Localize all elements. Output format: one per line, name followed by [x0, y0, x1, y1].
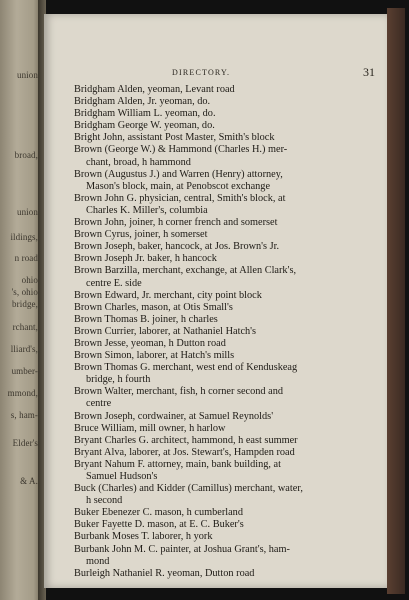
- entry-line: Brown Cyrus, joiner, h somerset: [74, 229, 208, 241]
- directory-entry: [74, 229, 334, 241]
- facing-page-fragment: union: [16, 207, 38, 217]
- facing-page-fragment: 's, ohio: [11, 287, 38, 297]
- directory-entry: [74, 568, 334, 580]
- directory-entry: [74, 338, 334, 350]
- entry-line: Brown John, joiner, h corner french and somerset: [74, 217, 278, 229]
- directory-entries: [74, 84, 334, 580]
- directory-entry: [74, 120, 334, 132]
- directory-entry: [74, 362, 334, 386]
- entry-continuation: chant, broad, h hammond: [86, 156, 191, 168]
- entry-line: Brown Simon, laborer, at Hatch's mills: [74, 350, 235, 362]
- directory-entry: [74, 314, 334, 326]
- facing-page-fragment: ildings,: [10, 232, 38, 242]
- entry-continuation: bridge, h fourth: [86, 374, 151, 386]
- entry-continuation: Mason's block, main, at Penobscot exchange: [86, 180, 271, 192]
- entry-line: Buker Fayette D. mason, at E. C. Buker's: [74, 519, 244, 531]
- directory-entry: [74, 483, 334, 507]
- directory-entry: [74, 519, 334, 531]
- entry-line: Brown Joseph Jr. baker, h hancock: [74, 253, 217, 265]
- entry-line: Burbank John M. C. painter, at Joshua Grant's, ham-: [74, 543, 290, 555]
- directory-entry: [74, 169, 334, 193]
- facing-page-fragment: broad,: [14, 150, 38, 160]
- book-cover-edge: [387, 8, 405, 594]
- entry-line: Bridgham George W. yeoman, do.: [74, 120, 215, 132]
- entry-line: Bridgham Alden, Jr. yeoman, do.: [74, 96, 211, 108]
- facing-page-fragment: umber-: [11, 366, 38, 376]
- entry-line: Brown (George W.) & Hammond (Charles H.) mer-: [74, 144, 288, 156]
- directory-entry: [74, 144, 334, 168]
- entry-line: Buker Ebenezer C. mason, h cumberland: [74, 507, 243, 519]
- facing-page-fragment: union: [16, 70, 38, 80]
- entry-line: Brown Charles, mason, at Otis Small's: [74, 301, 233, 313]
- entry-line: Brown Edward, Jr. merchant, city point block: [74, 289, 262, 301]
- facing-page-fragment: rchant,: [12, 322, 38, 332]
- entry-line: Brown Thomas G. merchant, west end of Kenduskeag: [74, 362, 298, 374]
- facing-page-fragment: mmond,: [7, 388, 38, 398]
- facing-page-edge: [0, 0, 42, 600]
- entry-line: Brown Currier, laborer, at Nathaniel Hatch's: [74, 325, 257, 337]
- directory-entry: [74, 290, 334, 302]
- directory-entry: [74, 217, 334, 229]
- directory-entry: [74, 435, 334, 447]
- running-head: [44, 66, 387, 80]
- entry-line: Burleigh Nathaniel R. yeoman, Dutton road: [74, 567, 255, 579]
- directory-entry: [74, 302, 334, 314]
- running-title: DIRECTORY.: [172, 68, 231, 77]
- entry-continuation: centre E. side: [86, 277, 142, 289]
- directory-entry: [74, 253, 334, 265]
- entry-continuation: h second: [86, 495, 123, 507]
- entry-continuation: mond: [86, 555, 110, 567]
- entry-line: Brown (Augustus J.) and Warren (Henry) attorney,: [74, 168, 283, 180]
- facing-page-fragment: lliard's,: [10, 344, 38, 354]
- entry-line: Brown Joseph, baker, hancock, at Jos. Brown's Jr.: [74, 241, 280, 253]
- entry-line: Bryant Alva, laborer, at Jos. Stewart's, Hampden road: [74, 446, 295, 458]
- directory-entry: [74, 386, 334, 410]
- directory-entry: [74, 447, 334, 459]
- entry-line: Brown Joseph, cordwainer, at Samuel Reynolds': [74, 410, 274, 422]
- entry-line: Brown Jesse, yeoman, h Dutton road: [74, 337, 226, 349]
- entry-line: Bruce William, mill owner, h harlow: [74, 422, 226, 434]
- facing-page-fragment: n road: [14, 253, 38, 263]
- entry-line: Brown Barzilla, merchant, exchange, at Allen Clark's,: [74, 265, 297, 277]
- entry-line: Burbank Moses T. laborer, h york: [74, 531, 213, 543]
- directory-entry: [74, 96, 334, 108]
- facing-page-fragment: Elder's: [12, 438, 38, 448]
- directory-entry: [74, 459, 334, 483]
- entry-line: Brown John G. physician, central, Smith's block, at: [74, 192, 286, 204]
- directory-entry: [74, 531, 334, 543]
- facing-page-fragment: ohio: [21, 275, 38, 285]
- directory-entry: [74, 84, 334, 96]
- page-number: 31: [363, 65, 375, 79]
- directory-entry: [74, 507, 334, 519]
- entry-line: Bright John, assistant Post Master, Smith's block: [74, 132, 275, 144]
- entry-line: Buck (Charles) and Kidder (Camillus) merchant, water,: [74, 483, 303, 495]
- entry-line: Brown Thomas B. joiner, h charles: [74, 313, 218, 325]
- entry-continuation: Samuel Hudson's: [86, 471, 158, 482]
- entry-line: Bridgham Alden, yeoman, Levant road: [74, 84, 235, 95]
- directory-entry: [74, 132, 334, 144]
- facing-page-fragment: & A.: [20, 476, 38, 486]
- directory-entry: [74, 350, 334, 362]
- directory-entry: [74, 108, 334, 120]
- entry-line: Bryant Nahum F. attorney, main, bank building, at: [74, 458, 281, 470]
- directory-entry: [74, 544, 334, 568]
- entry-line: Bryant Charles G. architect, hammond, h east summer: [74, 434, 298, 446]
- directory-entry: [74, 193, 334, 217]
- entry-line: Brown Walter, merchant, fish, h corner second and: [74, 386, 284, 398]
- directory-entry: [74, 411, 334, 423]
- facing-page-fragment: bridge,: [12, 299, 38, 309]
- entry-continuation: centre: [86, 398, 112, 410]
- directory-entry: [74, 241, 334, 253]
- entry-line: Bridgham William L. yeoman, do.: [74, 108, 216, 120]
- facing-page-fragment: s, ham-: [10, 410, 38, 420]
- directory-entry: [74, 265, 334, 289]
- directory-entry: [74, 423, 334, 435]
- entry-continuation: Charles K. Miller's, columbia: [86, 204, 208, 216]
- directory-entry: [74, 326, 334, 338]
